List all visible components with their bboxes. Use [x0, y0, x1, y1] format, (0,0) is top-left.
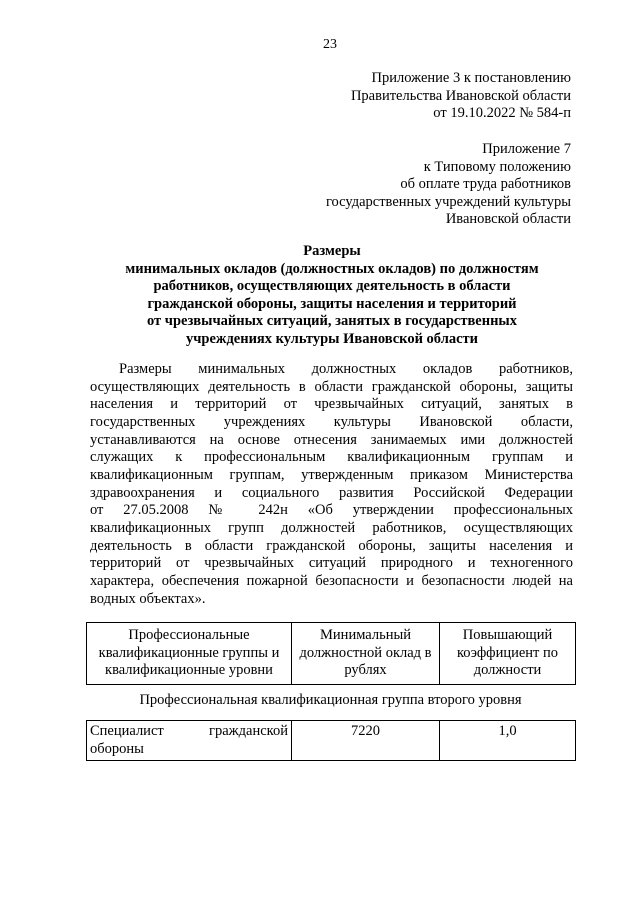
- cell-line: обороны: [90, 740, 144, 757]
- appendix-3-line: Приложение 3 к постановлению: [371, 70, 571, 86]
- header-line: Профессиональные: [128, 627, 250, 644]
- appendix-7-line: Ивановской области: [445, 211, 571, 228]
- header-line: Минимальный: [320, 627, 411, 644]
- header-line: рублях: [344, 662, 387, 679]
- body-line: территорий от чрезвычайных ситуаций природного и техногенного: [90, 555, 573, 572]
- body-line: характера, обеспечения пожарной безопасности и безопасности людей на: [90, 572, 573, 589]
- cell-coefficient: 1,0: [440, 721, 576, 761]
- body-line: квалификационных групп должностей работников, осуществляющих: [90, 519, 573, 536]
- body-line: населения и территорий от чрезвычайных ситуаций, занятых в: [90, 396, 573, 413]
- heading-line: гражданской обороны, защиты населения и территорий: [147, 295, 517, 312]
- heading-line: Размеры: [303, 243, 361, 259]
- appendix-7-line: к Типовому положению: [423, 158, 571, 175]
- body-line: Размеры минимальных должностных окладов работников,: [119, 361, 573, 377]
- table-header-row: [87, 623, 576, 685]
- appendix-7-line: Приложение 7: [482, 141, 571, 157]
- body-line: государственных учреждениях культуры Ивановской области,: [90, 413, 573, 430]
- header-qualification-groups: [87, 623, 292, 685]
- header-coefficient: [440, 623, 576, 685]
- header-line: коэффициент по: [456, 644, 559, 661]
- qualification-group-title: Профессиональная квалификационная группа второго уровня: [139, 692, 522, 708]
- header-line: должностной оклад в: [299, 644, 432, 661]
- body-line: осуществляющих деятельность в области гражданской обороны, защиты: [90, 378, 573, 395]
- appendix-7-line: об оплате труда работников: [400, 176, 571, 193]
- body-paragraph: [90, 361, 573, 608]
- appendix-7-block: [326, 141, 571, 229]
- header-line: Повышающий: [462, 627, 553, 644]
- table-row: [87, 721, 576, 761]
- appendix-3-block: [351, 70, 571, 123]
- salary-table-body: [86, 720, 576, 761]
- salary-table-header: [86, 622, 576, 685]
- body-line: водных объектах».: [90, 590, 206, 607]
- body-line: здравоохранения и социального развития Российской Федерации: [90, 484, 573, 501]
- cell-position: [87, 721, 292, 761]
- header-line: квалификационные группы и: [98, 644, 280, 661]
- document-heading: [90, 243, 574, 349]
- body-line: служащих к профессиональным квалификационным группам и: [90, 449, 573, 466]
- body-line: от 27.05.2008 № 242н «Об утверждении профессиональных: [90, 502, 573, 519]
- heading-line: учреждениях культуры Ивановской области: [186, 330, 478, 347]
- header-line: квалификационные уровни: [105, 662, 273, 679]
- cell-salary: 7220: [292, 721, 440, 761]
- page-number: 23: [323, 37, 337, 52]
- body-line: деятельность в области гражданской обороны, защиты населения и: [90, 537, 573, 554]
- heading-line: работников, осуществляющих деятельность в области: [153, 278, 511, 295]
- appendix-3-line: от 19.10.2022 № 584-п: [433, 105, 571, 122]
- header-line: должности: [473, 662, 542, 679]
- heading-line: минимальных окладов (должностных окладов) по должностям: [125, 260, 539, 277]
- cell-line: Специалист гражданской: [90, 723, 288, 739]
- body-line: квалификационным группам, утвержденным приказом Министерства: [90, 466, 573, 483]
- appendix-7-line: государственных учреждений культуры: [325, 193, 571, 210]
- header-min-salary: [292, 623, 440, 685]
- body-line: устанавливаются на основе отнесения занимаемых ими должностей: [90, 431, 573, 448]
- heading-line: от чрезвычайных ситуаций, занятых в государственных: [147, 313, 517, 330]
- appendix-3-line: Правительства Ивановской области: [350, 87, 571, 104]
